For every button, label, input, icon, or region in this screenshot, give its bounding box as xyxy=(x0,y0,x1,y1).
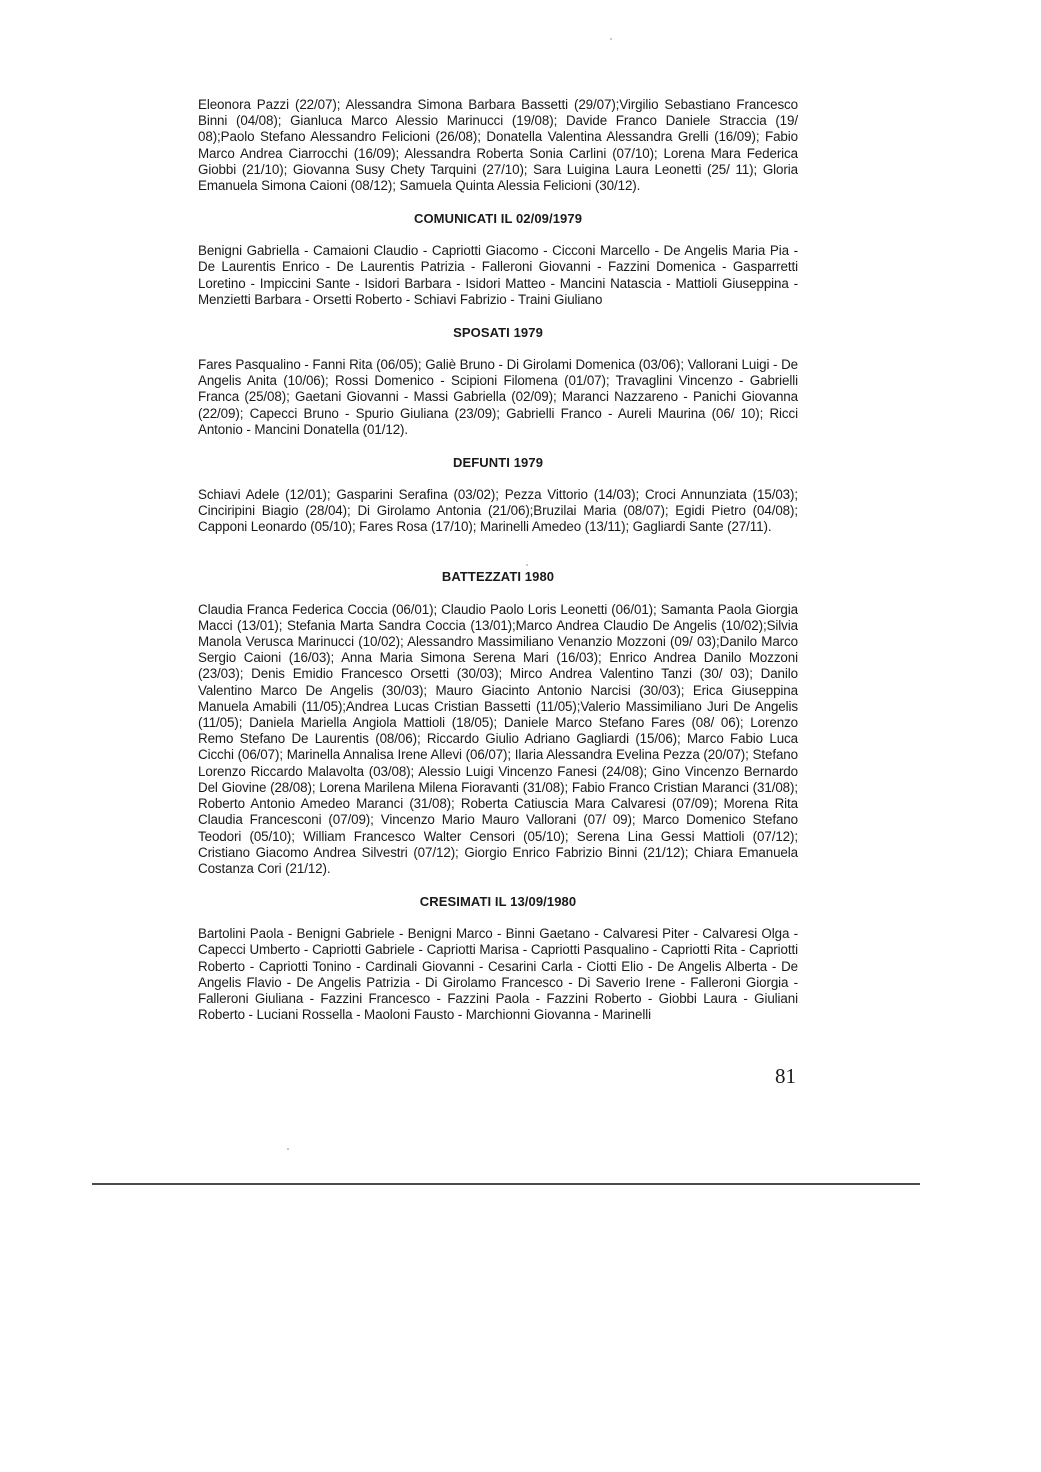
scan-speck xyxy=(526,564,528,566)
page-content xyxy=(198,97,798,1023)
section-text-sposati: Fares Pasqualino - Fanni Rita (06/05); Galiè Bruno - Di Girolami Domenica (03/06); Vallorani Luigi - De Angelis Anita (10/06); Rossi Domenico - Scipioni Filomena (01/07); Travaglini Vincenzo - Gabrielli Franca (25/08); Gaetani Giovanni - Massi Gabriella (02/09); Maranci Nazzareno - Panichi Giovanna (22/09); Capecci Bruno - Spurio Giuliana (23/09); Gabrielli Franco - Aureli Maurina (06/ 10); Ricci Antonio - Mancini Donatella (01/12). xyxy=(198,357,798,437)
section-heading-defunti: DEFUNTI 1979 xyxy=(452,455,544,471)
section-heading-sposati: SPOSATI 1979 xyxy=(453,325,543,341)
section-text-defunti: Schiavi Adele (12/01); Gasparini Serafina (03/02); Pezza Vittorio (14/03); Croci Annunziata (15/03); Cinciripini Biagio (28/04); Di Girolamo Antonia (21/06);Bruzilai Maria (08/07); Egidi Pietro (04/08); Capponi Leonardo (05/10); Fares Rosa (17/10); Marinelli Amedeo (13/11); Gagliardi Sante (27/11). xyxy=(198,487,798,535)
page-number: 81 xyxy=(775,1064,796,1088)
section-heading-battezzati: BATTEZZATI 1980 xyxy=(441,568,555,584)
scan-speck xyxy=(610,38,612,40)
bottom-divider xyxy=(92,1183,920,1185)
section-text-battezzati: Claudia Franca Federica Coccia (06/01); Claudio Paolo Loris Leonetti (06/01); Samanta Paola Giorgia Macci (13/01); Stefania Marta Sandra Coccia (13/01);Marco Andrea Claudio De Angelis (10/02);Silvia Manola Verusca Marinucci (10/02); Alessandro Massimiliano Venanzio Mozzoni (09/ 03);Danilo Marco Sergio Caioni (16/03); Anna Maria Simona Serena Mari (16/03); Enrico Andrea Danilo Mozzoni (23/03); Denis Emidio Francesco Orsetti (30/03); Mirco Andrea Valentino Tanzi (30/ 03); Danilo Valentino Marco De Angelis (30/03); Mauro Giacinto Antonio Narcisi (30/03); Erica Giuseppina Manuela Amabili (11/05);Andrea Lucas Cristian Bassetti (11/05);Valerio Massimiliano Juri De Angelis (11/05); Daniela Mariella Angiola Mattioli (18/05); Daniele Marco Stefano Fares (08/ 06); Lorenzo Remo Stefano De Laurentis (08/06); Riccardo Giulio Adriano Gagliardi (15/06); Marco Fabio Luca Cicchi (06/07); Marinella Annalisa Irene Allevi (06/07); Ilaria Alessandra Evelina Pezza (20/07); Stefano Lorenzo Riccardo Malavolta (03/08); Alessio Luigi Vincenzo Fanesi (24/08); Gino Vincenzo Bernardo Del Giovine (28/08); Lorena Marilena Milena Fioravanti (31/08); Fabio Franco Cristian Maranci (31/08); Roberto Antonio Amedeo Maranci (31/08); Roberta Catiuscia Mara Calvaresi (07/09); Morena Rita Claudia Francesconi (07/09); Vincenzo Mario Mauro Vallorani (07/ 09); Marco Domenico Stefano Teodori (05/10); William Francesco Walter Censori (05/10); Serena Lina Gessi Mattioli (07/12); Cristiano Giacomo Andrea Silvestri (07/12); Giorgio Enrico Fabrizio Binni (21/12); Chiara Emanuela Costanza Cori (21/12). xyxy=(198,601,798,876)
intro-paragraph: Eleonora Pazzi (22/07); Alessandra Simona Barbara Bassetti (29/07);Virgilio Sebastiano Francesco Binni (04/08); Gianluca Marco Alessio Marinucci (19/08); Davide Franco Daniele Straccia (19/ 08);Paolo Stefano Alessandro Felicioni (26/08); Donatella Valentina Alessandra Grelli (16/09); Fabio Marco Andrea Ciarrocchi (16/09); Alessandra Roberta Sonia Carlini (07/10); Lorena Mara Federica Giobbi (21/10); Giovanna Susy Chety Tarquini (27/10); Sara Luigina Laura Leonetti (25/ 11); Gloria Emanuela Simona Caioni (08/12); Samuela Quinta Alessia Felicioni (30/12). xyxy=(198,97,798,194)
scan-speck xyxy=(287,1148,289,1150)
section-heading-cresimati: CRESIMATI IL 13/09/1980 xyxy=(419,894,577,910)
section-text-cresimati: Bartolini Paola - Benigni Gabriele - Benigni Marco - Binni Gaetano - Calvaresi Piter - Calvaresi Olga - Capecci Umberto - Capriotti Gabriele - Capriotti Marisa - Capriotti Pasqualino - Capriotti Rita - Capriotti Roberto - Capriotti Tonino - Cardinali Giovanni - Cesarini Carla - Ciotti Elio - De Angelis Alberta - De Angelis Flavio - De Angelis Patrizia - Di Girolamo Francesco - Di Saverio Irene - Falleroni Giorgia - Falleroni Giuliana - Fazzini Francesco - Fazzini Paola - Fazzini Roberto - Giobbi Laura - Giuliani Roberto - Luciani Rossella - Maoloni Fausto - Marchionni Giovanna - Marinelli xyxy=(198,926,798,1023)
section-text-comunicati: Benigni Gabriella - Camaioni Claudio - Capriotti Giacomo - Cicconi Marcello - De Angelis Maria Pia - De Laurentis Enrico - De Laurentis Patrizia - Falleroni Giovanni - Fazzini Domenica - Gasparretti Loretino - Impiccini Sante - Isidori Barbara - Isidori Matteo - Mancini Natascia - Mattioli Giuseppina - Menzietti Barbara - Orsetti Roberto - Schiavi Fabrizio - Traini Giuliano xyxy=(198,243,798,307)
section-heading-comunicati: COMUNICATI IL 02/09/1979 xyxy=(413,211,583,227)
